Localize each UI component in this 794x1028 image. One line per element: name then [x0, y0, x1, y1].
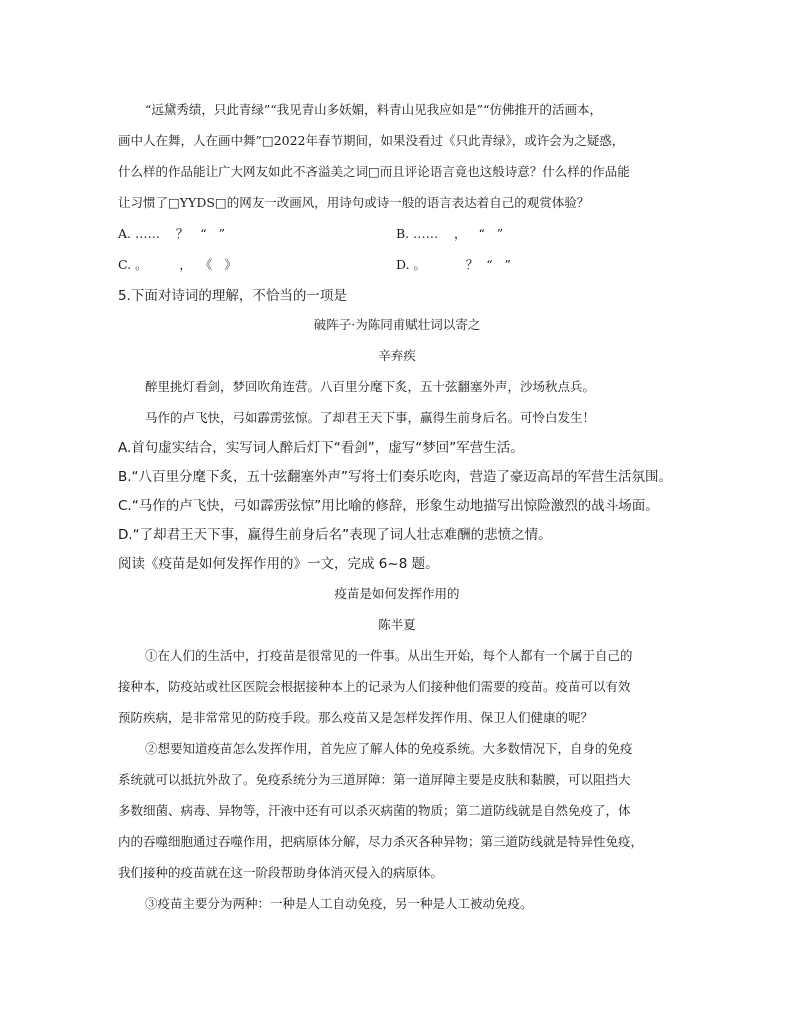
article-paragraph-line: ③疫苗主要分为两种：一种是人工自动免疫，另一种是人工被动免疫。 [145, 896, 533, 911]
q5-choice-c: C.“马作的卢飞快，弓如霹雳弦惊”用比喻的修辞，形象生动地描写出惊险激烈的战斗场面。 [118, 498, 659, 514]
q4-option-c: C. 。 ， 《 》 [118, 257, 237, 272]
q4-option-b: B. …… ， “ ” [396, 226, 504, 241]
poem-title: 破阵子·为陈同甫赋壮词以寄之 [313, 317, 481, 332]
poem-line-2: 马作的卢飞快，弓如霹雳弦惊。了却君王天下事，赢得生前身后名。可怜白发生！ [145, 410, 596, 425]
q4-option-d: D. 。 ？ “ ” [396, 257, 511, 272]
q5-choice-a: A.首句虚实结合，实写词人醉后灯下“看剑”，虚写“梦回”军营生活。 [118, 440, 524, 456]
q4-line-1: “远黛秀绩，只此青绿”“我见青山多妖媚，料青山见我应如是”“仿佛推开的活画本， [145, 102, 602, 117]
article-paragraph-line: 接种本，防疫站或社区医院会根据接种本上的记录为人们接种他们需要的疫苗。疫苗可以有效 [118, 679, 631, 694]
article-paragraph-line: 预防疾病，是非常常见的防疫手段。那么疫苗又是怎样发挥作用、保卫人们健康的呢？ [118, 710, 594, 725]
q5-stem: 5.下面对诗词的理解，不恰当的一项是 [118, 288, 347, 304]
poem-line-1: 醉里挑灯看剑，梦回吹角连营。八百里分麾下炙，五十弦翻塞外声，沙场秋点兵。 [145, 379, 596, 394]
q4-line-3: 什么样的作品能让广大网友如此不吝溢美之词□而且评论语言竟也这般诗意？什么样的作品能 [118, 164, 630, 179]
article-title: 疫苗是如何发挥作用的 [334, 586, 460, 601]
article-paragraph-line: 多数细菌、病毒、异物等，汗液中还有可以杀灭病菌的物质；第二道防线就是自然免疫了，体 [118, 803, 631, 818]
q4-option-a: A. …… ？ “ ” [118, 226, 225, 241]
article-paragraph-line: 系统就可以抵抗外敌了。免疫系统分为三道屏障：第一道屏障主要是皮肤和黏膜，可以阻挡大 [118, 772, 631, 787]
reading-intro: 阅读《疫苗是如何发挥作用的》一文，完成 6~8 题。 [118, 556, 439, 572]
q4-line-4: 让习惯了□YYDS□的网友一改画风，用诗句或诗一般的语言表达着自己的观赏体验？ [118, 195, 590, 210]
article-paragraph-line: 我们接种的疫苗就在这一阶段帮助身体消灭侵入的病原体。 [118, 865, 444, 880]
q5-choice-d: D.“了却君王天下事，赢得生前身后名”表现了词人壮志难酬的悲愤之情。 [118, 527, 552, 543]
article-paragraph-line: ②想要知道疫苗怎么发挥作用，首先应了解人体的免疫系统。大多数情况下，自身的免疫 [145, 741, 633, 756]
q5-choice-b: B.“八百里分麾下炙，五十弦翻塞外声”写将士们奏乐吃肉，营造了豪迈高昂的军营生活氛围。 [118, 469, 673, 485]
article-author: 陈半夏 [378, 617, 416, 632]
article-paragraph-line: ①在人们的生活中，打疫苗是很常见的一件事。从出生开始，每个人都有一个属于自己的 [145, 648, 633, 663]
poem-author: 辛弃疾 [378, 348, 416, 363]
q4-line-2: 画中人在舞，人在画中舞”□2022年春节期间，如果没看过《只此青绿》，或许会为之疑惑， [118, 133, 625, 148]
article-paragraph-line: 内的吞噬细胞通过吞噬作用，把病原体分解，尽力杀灭各种异物；第三道防线就是特异性免疫， [118, 834, 644, 849]
